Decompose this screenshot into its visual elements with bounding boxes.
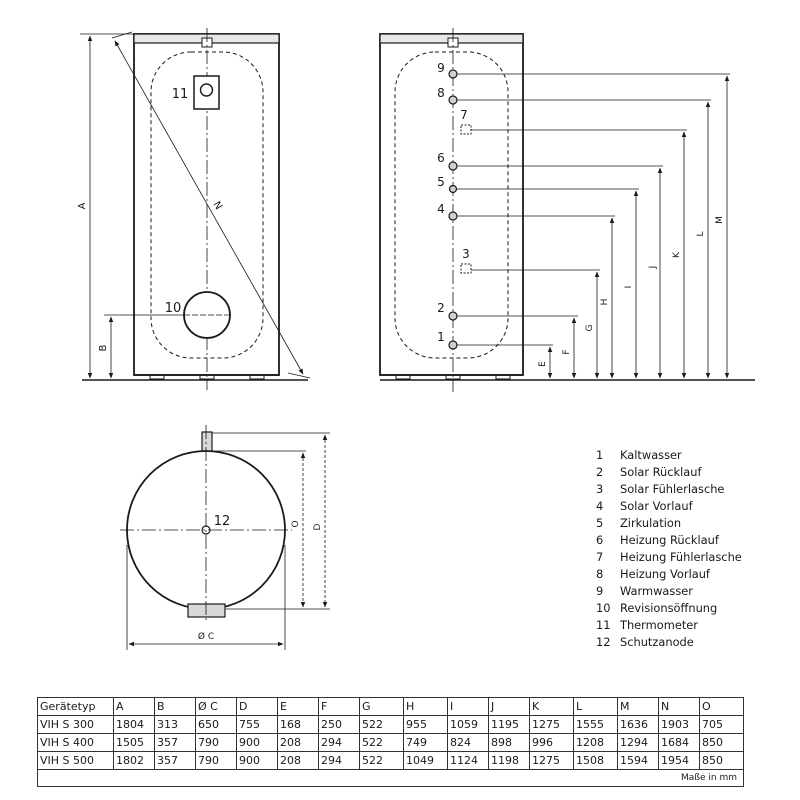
table-cell: 850	[700, 752, 744, 770]
sensor-pocket-3	[461, 264, 471, 273]
column-header: M	[618, 698, 659, 716]
dim-label-l: L	[696, 231, 706, 237]
column-header: G	[360, 698, 404, 716]
legend-label: Schutzanode	[620, 635, 694, 649]
table-cell: 749	[404, 734, 448, 752]
table-cell: 522	[360, 752, 404, 770]
table-cell: 1275	[530, 716, 574, 734]
table-cell: 1049	[404, 752, 448, 770]
dim-label-f: F	[562, 349, 572, 355]
table-cell: 357	[155, 734, 196, 752]
tank-body-side	[380, 34, 523, 375]
connection-6	[449, 162, 457, 170]
table-cell: 755	[237, 716, 278, 734]
legend-label: Revisionsöffnung	[620, 601, 718, 615]
legend-number: 10	[596, 601, 611, 615]
legend-item	[596, 447, 742, 464]
table-row	[38, 716, 744, 734]
callout-8: 8	[437, 86, 445, 100]
column-header: E	[278, 698, 319, 716]
unit-note-row	[38, 770, 744, 787]
column-header: B	[155, 698, 196, 716]
legend-number: 2	[596, 465, 604, 479]
callout-6: 6	[437, 151, 445, 165]
dim-label-o: O	[291, 520, 301, 528]
unit-note: Maße in mm	[38, 770, 744, 787]
table-cell: 168	[278, 716, 319, 734]
legend-number: 12	[596, 635, 611, 649]
legend-item	[596, 617, 742, 634]
table-cell: 1275	[530, 752, 574, 770]
dim-label-g: G	[585, 324, 595, 332]
connection-5	[450, 186, 457, 193]
table-cell: 1059	[448, 716, 489, 734]
dim-label-k: K	[672, 252, 682, 258]
dim-label-e: E	[538, 361, 548, 367]
legend-label: Solar Vorlauf	[620, 499, 693, 513]
legend-item	[596, 583, 742, 600]
table-row	[38, 734, 744, 752]
dim-label-d: D	[313, 523, 323, 531]
callout-2: 2	[437, 301, 445, 315]
legend-label: Warmwasser	[620, 584, 693, 598]
column-header: A	[114, 698, 155, 716]
table-cell: VIH S 400	[38, 734, 114, 752]
legend-item	[596, 515, 742, 532]
callout-9: 9	[437, 61, 445, 75]
callout-11: 11	[171, 87, 189, 102]
table-cell: 313	[155, 716, 196, 734]
legend-label: Kaltwasser	[620, 448, 682, 462]
column-header: Ø C	[196, 698, 237, 716]
legend-item	[596, 532, 742, 549]
table-cell: 1594	[618, 752, 659, 770]
callout-7: 7	[460, 108, 468, 122]
table-cell: 1903	[659, 716, 700, 734]
connection-9	[449, 70, 457, 78]
inspection-opening	[184, 292, 230, 338]
legend-number: 5	[596, 516, 604, 530]
table-cell: 357	[155, 752, 196, 770]
column-header: H	[404, 698, 448, 716]
table-cell: 522	[360, 716, 404, 734]
dim-label-i: I	[624, 285, 634, 289]
table-cell: 1954	[659, 752, 700, 770]
table-cell: 1555	[574, 716, 618, 734]
table-cell: 1804	[114, 716, 155, 734]
legend-item	[596, 634, 742, 651]
legend-number: 11	[596, 618, 611, 632]
legend-item	[596, 464, 742, 481]
dimension-table	[37, 697, 744, 787]
table-cell: 898	[489, 734, 530, 752]
column-header: F	[319, 698, 360, 716]
top-view	[120, 425, 330, 650]
legend-item	[596, 566, 742, 583]
legend-number: 8	[596, 567, 604, 581]
legend-label: Solar Fühlerlasche	[620, 482, 725, 496]
table-cell: 1195	[489, 716, 530, 734]
table-row	[38, 752, 744, 770]
legend-item	[596, 549, 742, 566]
column-header: I	[448, 698, 489, 716]
connection-2	[449, 312, 457, 320]
legend-number: 6	[596, 533, 604, 547]
legend-label: Solar Rücklauf	[620, 465, 702, 479]
dim-label-c: Ø C	[197, 632, 215, 642]
table-cell: 208	[278, 752, 319, 770]
column-header: N	[659, 698, 700, 716]
legend-number: 7	[596, 550, 604, 564]
dim-label-m: M	[715, 216, 725, 224]
table-cell: 790	[196, 752, 237, 770]
column-header: K	[530, 698, 574, 716]
callout-3: 3	[462, 247, 470, 261]
bottom-stub	[188, 604, 225, 617]
table-cell: 705	[700, 716, 744, 734]
table-cell: 900	[237, 734, 278, 752]
legend-number: 9	[596, 584, 604, 598]
table-cell: 955	[404, 716, 448, 734]
table-cell: VIH S 300	[38, 716, 114, 734]
column-header: Gerätetyp	[38, 698, 114, 716]
legend-label: Thermometer	[620, 618, 698, 632]
table-cell: 996	[530, 734, 574, 752]
dim-label-a: A	[77, 202, 88, 210]
table-cell: 250	[319, 716, 360, 734]
legend-number: 4	[596, 499, 604, 513]
connection-4	[449, 212, 457, 220]
callout-4: 4	[437, 202, 445, 216]
thermometer-box	[194, 76, 219, 109]
legend-item	[596, 600, 742, 617]
table-cell: 1505	[114, 734, 155, 752]
table-cell: 650	[196, 716, 237, 734]
table-cell: 850	[700, 734, 744, 752]
column-header: D	[237, 698, 278, 716]
legend-label: Heizung Fühlerlasche	[620, 550, 742, 564]
legend-item	[596, 481, 742, 498]
legend-label: Heizung Vorlauf	[620, 567, 710, 581]
table-cell: 294	[319, 752, 360, 770]
table-cell: 824	[448, 734, 489, 752]
callout-10: 10	[164, 301, 182, 316]
table-cell: 1802	[114, 752, 155, 770]
table-cell: 294	[319, 734, 360, 752]
legend-item	[596, 498, 742, 515]
legend-number: 1	[596, 448, 604, 462]
table-cell: 1208	[574, 734, 618, 752]
callout-5: 5	[437, 175, 445, 189]
table-cell: 1198	[489, 752, 530, 770]
column-header: L	[574, 698, 618, 716]
table-header-row	[38, 698, 744, 716]
legend-label: Heizung Rücklauf	[620, 533, 719, 547]
connection-1	[449, 341, 457, 349]
sensor-pocket-7	[461, 125, 471, 134]
table-cell: 1636	[618, 716, 659, 734]
legend	[596, 447, 742, 651]
front-view	[80, 28, 310, 390]
table-cell: 1684	[659, 734, 700, 752]
callout-12: 12	[213, 514, 231, 529]
dim-label-b: B	[98, 344, 109, 352]
table-cell: 1124	[448, 752, 489, 770]
dim-label-n: N	[210, 199, 224, 212]
table-cell: 900	[237, 752, 278, 770]
column-header: J	[489, 698, 530, 716]
table-cell: 208	[278, 734, 319, 752]
table-cell: 1508	[574, 752, 618, 770]
table-cell: 522	[360, 734, 404, 752]
table-cell: 1294	[618, 734, 659, 752]
table-cell: VIH S 500	[38, 752, 114, 770]
dim-label-j: J	[648, 265, 658, 269]
legend-label: Zirkulation	[620, 516, 682, 530]
table-cell: 790	[196, 734, 237, 752]
column-header: O	[700, 698, 744, 716]
legend-number: 3	[596, 482, 604, 496]
callout-1: 1	[437, 330, 445, 344]
dim-label-h: H	[600, 298, 610, 306]
connection-8	[449, 96, 457, 104]
